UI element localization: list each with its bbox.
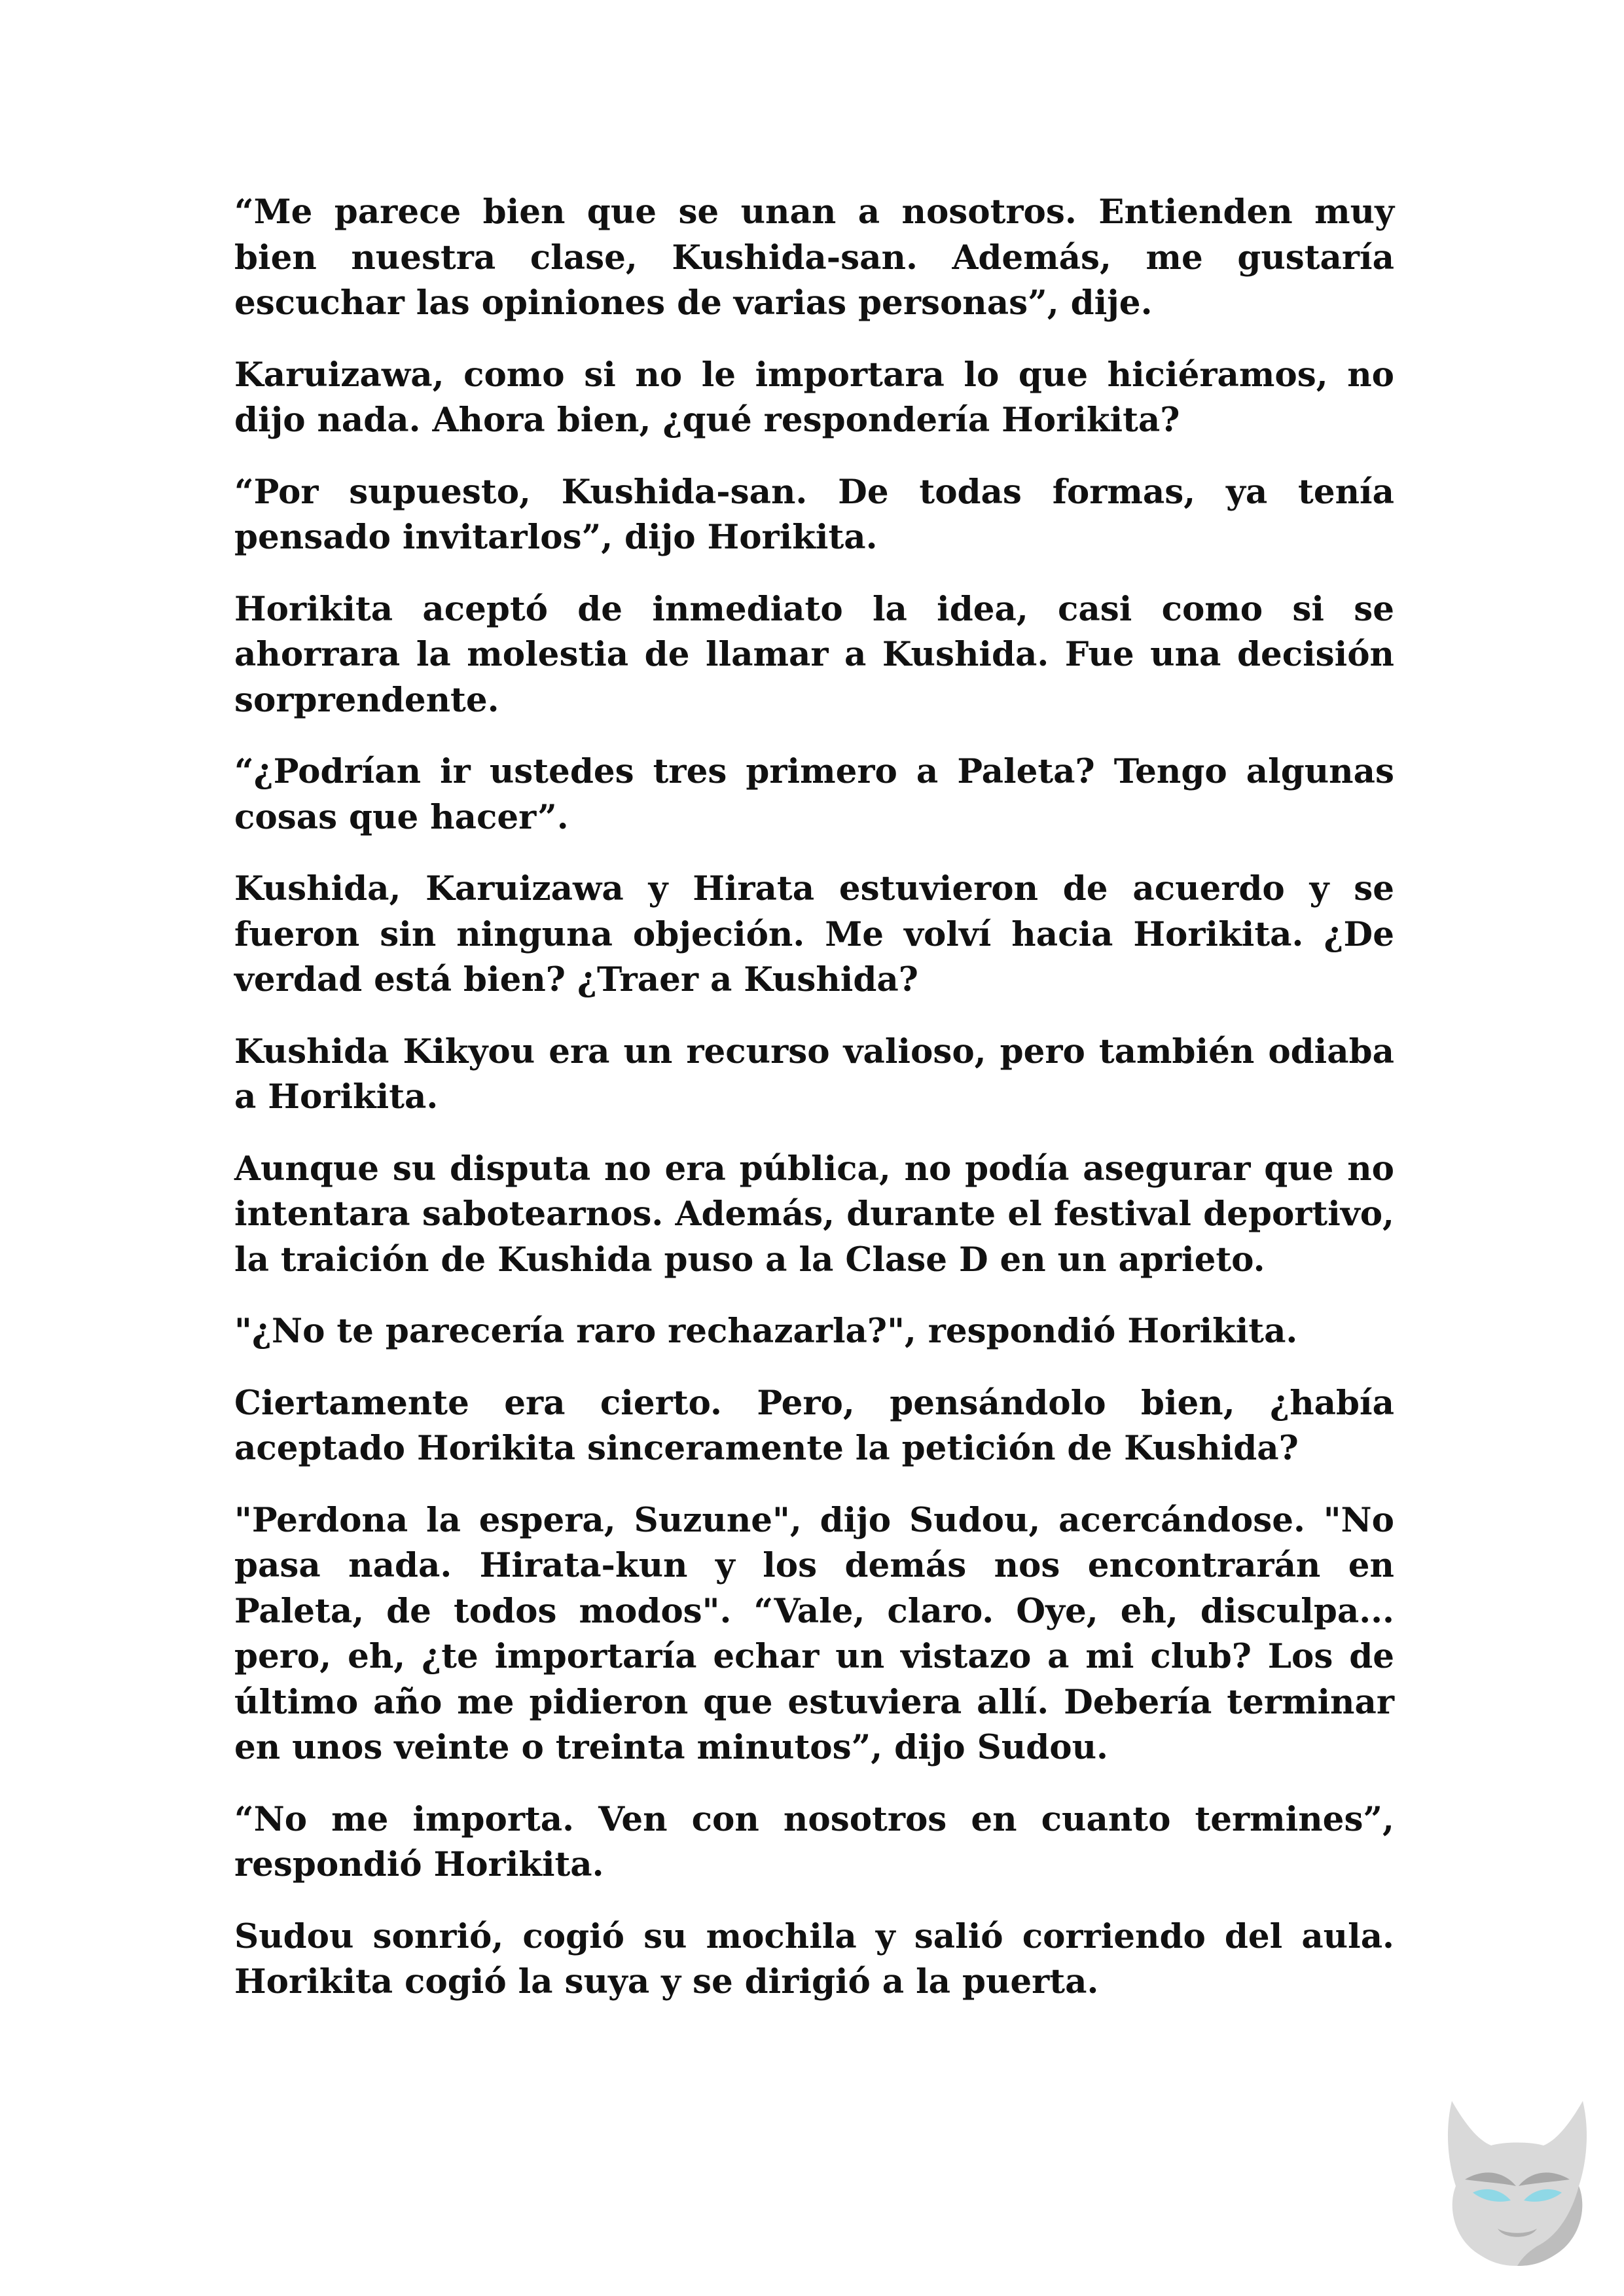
paragraph-4: Horikita aceptó de inmediato la idea, casi como si se ahorrara la molestia de llamar a Kushida. Fue una decisión sorprendente. xyxy=(234,589,1394,720)
paragraph-1: “Me parece bien que se unan a nosotros. Entienden muy bien nuestra clase, Kushida-san. Además, me gustaría escuchar las opiniones de varias personas”, dije. xyxy=(234,192,1394,323)
paragraph-7: Kushida Kikyou era un recurso valioso, pero también odiaba a Horikita. xyxy=(234,1031,1394,1117)
paragraph-3: “Por supuesto, Kushida-san. De todas formas, ya tenía pensado invitarlos”, dijo Horikita. xyxy=(234,472,1394,557)
paragraph-6: Kushida, Karuizawa y Hirata estuvieron de acuerdo y se fueron sin ninguna objeción. Me volví hacia Horikita. ¿De verdad está bien? ¿Traer a Kushida? xyxy=(234,869,1394,999)
document-body xyxy=(234,190,1394,2032)
demon-head-icon xyxy=(1439,2094,1596,2268)
paragraph-13: Sudou sonrió, cogió su mochila y salió corriendo del aula. Horikita cogió la suya y se dirigió a la puerta. xyxy=(234,1916,1394,2001)
paragraph-5: “¿Podrían ir ustedes tres primero a Paleta? Tengo algunas cosas que hacer”. xyxy=(234,752,1394,837)
paragraph-8: Aunque su disputa no era pública, no podía asegurar que no intentara sabotearnos. Además, durante el festival deportivo, la traición de Kushida puso a la Clase D en un aprieto. xyxy=(234,1149,1394,1280)
paragraph-2: Karuizawa, como si no le importara lo que hiciéramos, no dijo nada. Ahora bien, ¿qué respondería Horikita? xyxy=(234,355,1394,440)
paragraph-10: Ciertamente era cierto. Pero, pensándolo bien, ¿había aceptado Horikita sinceramente la petición de Kushida? xyxy=(234,1383,1394,1468)
paragraph-12: “No me importa. Ven con nosotros en cuanto termines”, respondió Horikita. xyxy=(234,1799,1394,1884)
paragraph-9: "¿No te parecería raro rechazarla?", respondió Horikita. xyxy=(234,1312,1298,1351)
paragraph-11: "Perdona la espera, Suzune", dijo Sudou, acercándose. "No pasa nada. Hirata-kun y los demás nos encontrarán en Paleta, de todos modos". “Vale, claro. Oye, eh, disculpa... pero, eh, ¿te importaría echar un vistazo a mi club? Los de último año me pidieron que estuviera allí. Debería terminar en unos veinte o treinta minutos”, dijo Sudou. xyxy=(234,1500,1394,1767)
